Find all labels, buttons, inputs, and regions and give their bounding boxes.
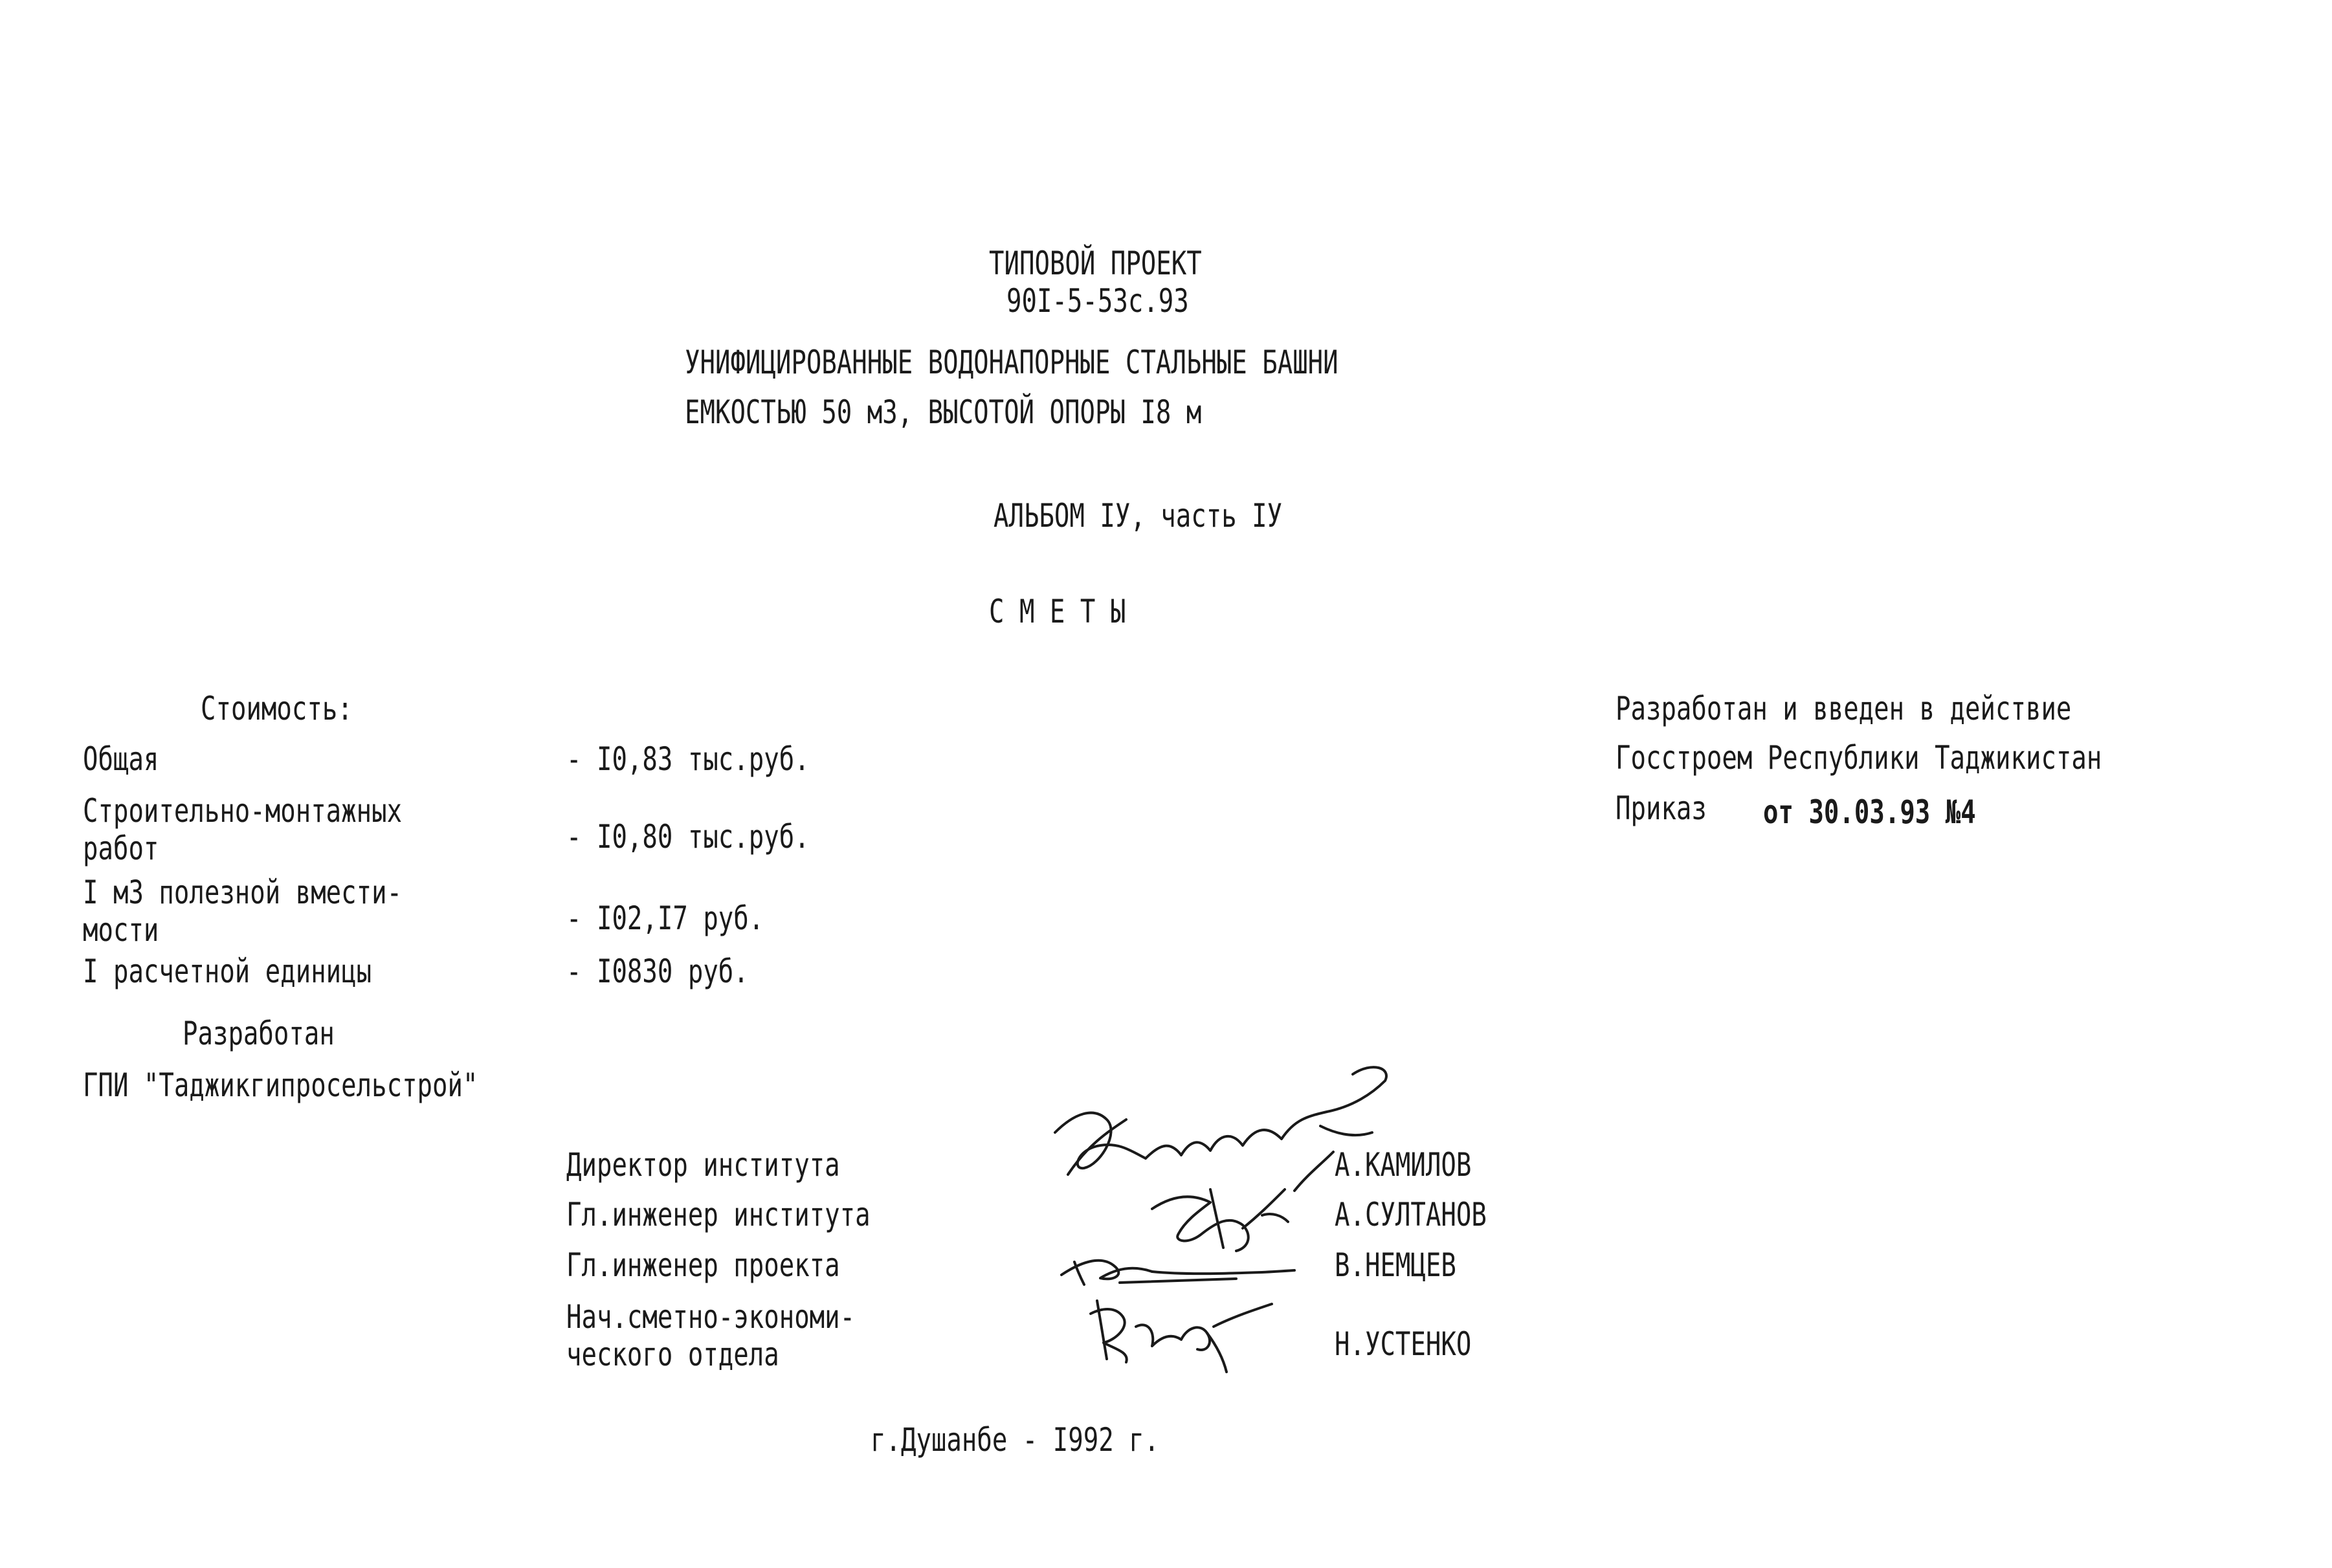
cost-value-per-m3: - I02,I7 руб. — [566, 900, 764, 937]
album-label: АЛЬБОМ IУ, часть IУ — [994, 497, 1283, 535]
approval-line-2: Госстроем Республики Таджикистан — [1616, 739, 2102, 777]
title-line-1: УНИФИЦИРОВАННЫЕ ВОДОНАПОРНЫЕ СТАЛЬНЫЕ БАШНИ — [685, 344, 1338, 381]
signatory-role-chief-engineer-project: Гл.инженер проекта — [566, 1246, 840, 1284]
doc-type: ТИПОВОЙ ПРОЕКТ — [989, 245, 1202, 282]
signatory-name-chief-engineer-project: В.НЕМЦЕВ — [1335, 1246, 1456, 1284]
signatory-role-chief-engineer-institute: Гл.инженер института — [566, 1196, 871, 1233]
cost-label-construction: Строительно-монтажных работ — [83, 792, 403, 867]
cost-value-per-unit: - I0830 руб. — [566, 953, 749, 990]
signatory-name-chief-engineer-institute: А.СУЛТАНОВ — [1335, 1196, 1487, 1233]
cost-heading: Стоимость: — [201, 690, 353, 727]
developer-org: ГПИ "Таджикгипросельстрой" — [83, 1066, 478, 1104]
signature-chief-engineer-project — [1055, 1242, 1301, 1288]
approval-line-1: Разработан и введен в действие — [1616, 690, 2072, 727]
cost-value-construction: - I0,80 тыс.руб. — [566, 818, 810, 856]
title-line-2: ЕМКОСТЬЮ 50 м3, ВЫСОТОЙ ОПОРЫ I8 м — [685, 393, 1202, 431]
cost-label-per-m3: I м3 полезной вмести- мости — [83, 874, 403, 949]
order-date: от 30.03.93 №4 — [1763, 793, 1976, 831]
signatory-role-estimates-head: Нач.сметно-экономи- ческого отдела — [566, 1298, 856, 1373]
cost-value-total: - I0,83 тыс.руб. — [566, 740, 810, 778]
signatory-role-director: Директор института — [566, 1146, 840, 1184]
signatory-name-estimates-head: Н.УСТЕНКО — [1335, 1325, 1472, 1363]
order-prefix: Приказ — [1616, 790, 1707, 827]
signature-estimates-head — [1078, 1288, 1285, 1378]
doc-number: 90I-5-53с.93 — [1006, 282, 1189, 320]
cost-label-total: Общая — [83, 740, 159, 778]
section-title: С М Е Т Ы — [989, 593, 1126, 630]
developer-heading: Разработан — [183, 1015, 335, 1052]
cost-label-per-unit: I расчетной единицы — [83, 953, 372, 990]
signatory-name-director: А.КАМИЛОВ — [1335, 1146, 1472, 1184]
place-year: г.Душанбе - I992 г. — [871, 1421, 1160, 1459]
